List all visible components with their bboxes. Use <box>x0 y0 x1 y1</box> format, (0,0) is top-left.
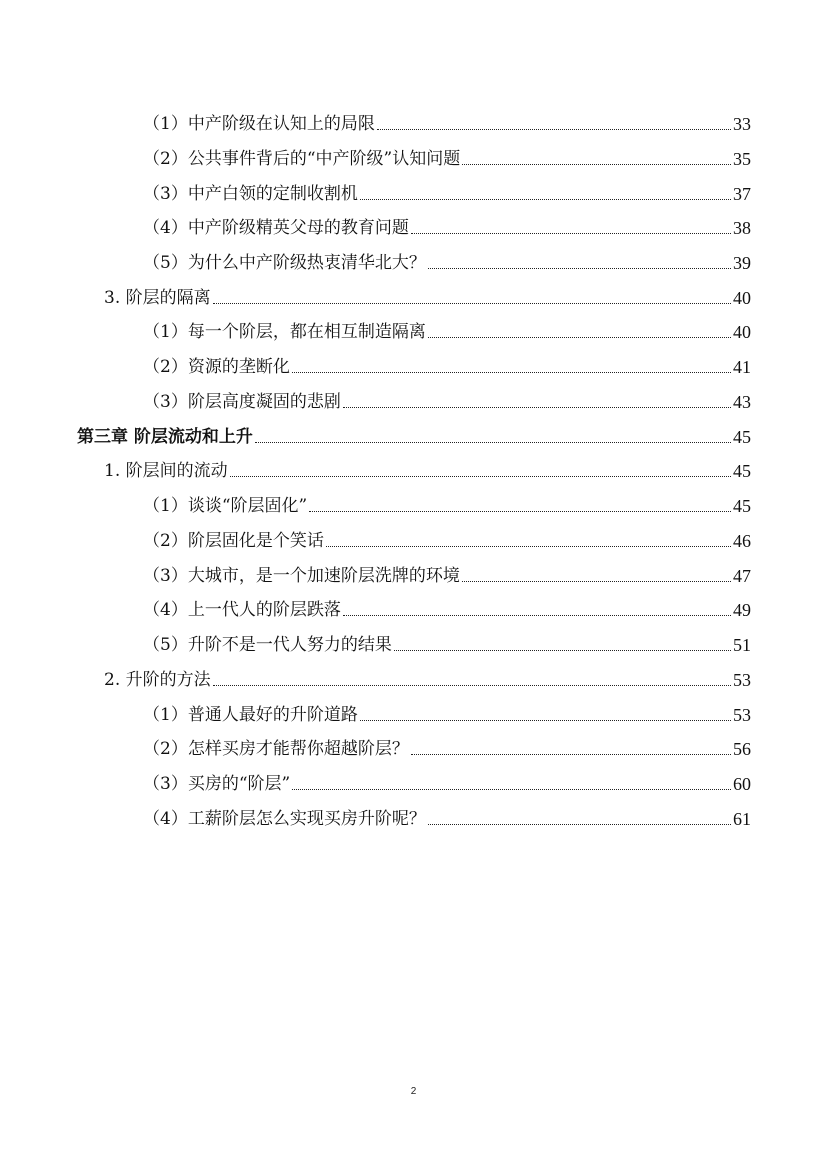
toc-entry[interactable] <box>143 387 751 413</box>
toc-entry-title: （4）上一代人的阶层跌落 <box>143 600 341 620</box>
toc-leader-dots <box>292 788 731 790</box>
toc-section-entry[interactable] <box>104 283 751 309</box>
toc-leader-dots <box>213 302 731 304</box>
toc-chapter-entry[interactable] <box>77 422 751 448</box>
toc-entry-title: （4）工薪阶层怎么实现买房升阶呢？ <box>143 809 426 829</box>
toc-entry[interactable] <box>143 700 751 726</box>
toc-leader-dots <box>360 198 731 200</box>
toc-entry-page: 61 <box>733 809 751 829</box>
toc-leader-dots <box>309 510 731 512</box>
toc-leader-dots <box>428 823 731 825</box>
toc-entry-title: （5）为什么中产阶级热衷清华北大？ <box>143 253 426 273</box>
toc-entry-title: （4）中产阶级精英父母的教育问题 <box>143 218 409 238</box>
toc-entry-page: 41 <box>733 357 751 377</box>
toc-entry-page: 35 <box>733 149 751 169</box>
toc-entry-page: 46 <box>733 531 751 551</box>
toc-entry[interactable] <box>143 630 751 656</box>
toc-entry-page: 49 <box>733 600 751 620</box>
toc-entry-title: （2）公共事件背后的“中产阶级”认知问题 <box>143 149 461 169</box>
toc-leader-dots <box>462 163 731 165</box>
toc-leader-dots <box>428 267 731 269</box>
toc-entry-page: 45 <box>733 461 751 481</box>
toc-entry-page: 45 <box>733 427 751 447</box>
toc-leader-dots <box>343 406 731 408</box>
toc-entry-page: 40 <box>733 288 751 308</box>
toc-leader-dots <box>343 614 731 616</box>
toc-entry-title: 2. 升阶的方法 <box>104 670 211 690</box>
toc-entry-page: 56 <box>733 739 751 759</box>
toc-leader-dots <box>411 232 731 234</box>
toc-entry-title: （5）升阶不是一代人努力的结果 <box>143 635 392 655</box>
page-number: 2 <box>410 1086 417 1097</box>
toc-entry-title: （1）普通人最好的升阶道路 <box>143 705 358 725</box>
toc-entry-title: （3）大城市，是一个加速阶层洗牌的环境 <box>143 566 460 586</box>
toc-entry-page: 39 <box>733 253 751 273</box>
toc-chapter-title: 第三章 阶层流动和上升 <box>77 427 253 447</box>
toc-entry[interactable] <box>143 769 751 795</box>
toc-entry[interactable] <box>143 179 751 205</box>
toc-leader-dots <box>411 753 731 755</box>
toc-entry-page: 47 <box>733 566 751 586</box>
toc-entry[interactable] <box>143 144 751 170</box>
toc-section-entry[interactable] <box>104 456 751 482</box>
toc-entry-title: （2）怎样买房才能帮你超越阶层？ <box>143 739 409 759</box>
toc-entry-page: 51 <box>733 635 751 655</box>
toc-leader-dots <box>428 336 731 338</box>
toc-entry-title: （2）阶层固化是个笑话 <box>143 531 324 551</box>
toc-entry-page: 38 <box>733 218 751 238</box>
toc-entry-page: 53 <box>733 670 751 690</box>
toc-entry-page: 33 <box>733 114 751 134</box>
toc-leader-dots <box>292 371 731 373</box>
toc-entry-title: 1. 阶层间的流动 <box>104 461 228 481</box>
toc-entry[interactable] <box>143 734 751 760</box>
toc-entry-page: 45 <box>733 496 751 516</box>
toc-leader-dots <box>230 475 731 477</box>
toc-entry[interactable] <box>143 561 751 587</box>
toc-section-entry[interactable] <box>104 665 751 691</box>
toc-entry-page: 37 <box>733 184 751 204</box>
toc-leader-dots <box>394 649 731 651</box>
toc-leader-dots <box>326 545 731 547</box>
toc-entry[interactable] <box>143 109 751 135</box>
toc-leader-dots <box>255 441 731 443</box>
toc-entry[interactable] <box>143 213 751 239</box>
toc-entry[interactable] <box>143 595 751 621</box>
toc-entry[interactable] <box>143 352 751 378</box>
toc-entry-title: （1）谈谈“阶层固化” <box>143 496 308 516</box>
toc-entry[interactable] <box>143 248 751 274</box>
toc-entry-page: 60 <box>733 774 751 794</box>
toc-leader-dots <box>360 719 731 721</box>
toc-entry[interactable] <box>143 804 751 830</box>
toc-entry-title: （3）买房的“阶层” <box>143 774 291 794</box>
toc-entry-title: （2）资源的垄断化 <box>143 357 290 377</box>
toc-entry[interactable] <box>143 526 751 552</box>
toc-entry-title: （1）每一个阶层，都在相互制造隔离 <box>143 322 426 342</box>
toc-entry-page: 43 <box>733 392 751 412</box>
toc-entry[interactable] <box>143 491 751 517</box>
toc-leader-dots <box>462 580 731 582</box>
toc-entry-title: （3）中产白领的定制收割机 <box>143 184 358 204</box>
toc-entry-title: 3. 阶层的隔离 <box>104 288 211 308</box>
toc-entry-title: （1）中产阶级在认知上的局限 <box>143 114 375 134</box>
toc-entry[interactable] <box>143 317 751 343</box>
toc-leader-dots <box>377 128 731 130</box>
toc-entry-page: 53 <box>733 705 751 725</box>
toc-entry-title: （3）阶层高度凝固的悲剧 <box>143 392 341 412</box>
toc-leader-dots <box>213 684 731 686</box>
toc-entry-page: 40 <box>733 322 751 342</box>
